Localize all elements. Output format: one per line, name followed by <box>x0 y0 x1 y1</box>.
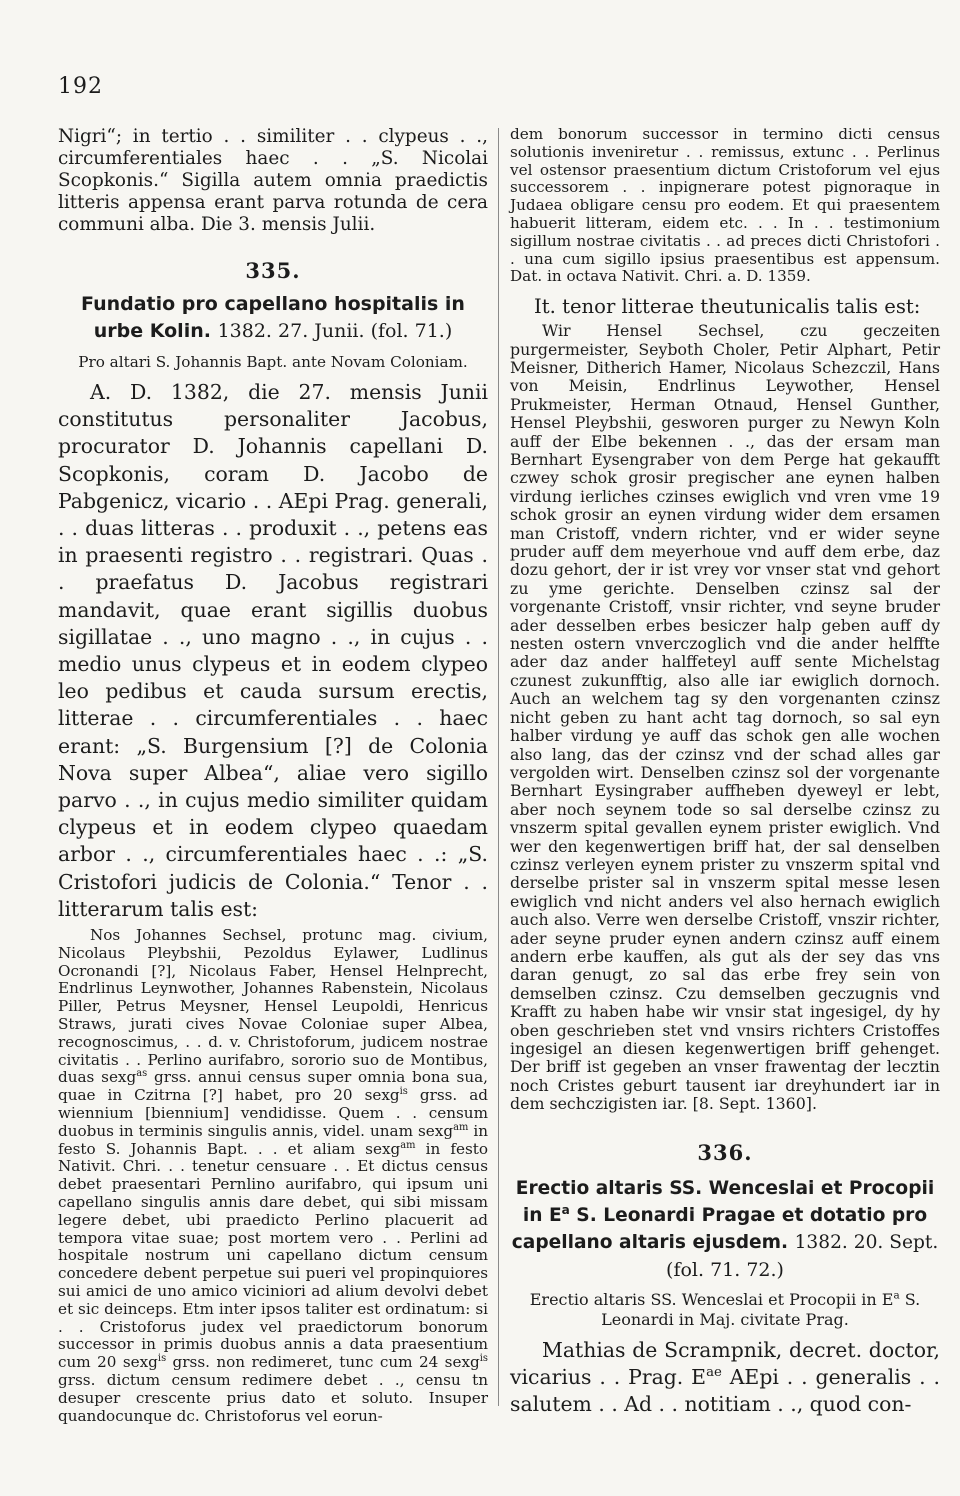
german-charter: Wir Hensel Sechsel, czu geczeiten purgermeister, Seyboth Choler, Petir Alphart, Petir Meisner, Ditherich Hamer, Nicolaus Schezczil, Hans von Meisin, Endrlinus Leywother, Hensel Prukmeister, Herman Otnaud, Hensel Gunther, Hensel Pleybshii, gesworen purger zu Newyn Koln auff der Elbe bekennen . ., das der ersam man Bernhart Eysengraber von dem Perge hat gekaufft czwey schok grosir pregischer ane eynen halben virdung ierliches czinses ewiglich vnd vren vme 19 schok grosir an eynen virdung wider dem ersamen man Cristoff, vndern richter, vnd er wider seyne pruder auff dem meyerhoue vnd auff dem erbe, daz dozu gehort, der ir ist vrey vor vnser stat vnd gehort zu yme gerichte. Denselben czinsz sal der vorgenante Cristoff, vnsir richter, vnd seyne bruder ader desselben erbes besiczer halp geben auff dy nesten ostern vnverczoglich vnd die ander helffte ader daz ander halffeteyl auff sente Michelstag czunest zukunfftig, also alle iar ewiglich dornoch. Auch an welchem tag sy den vorgenanten czinsz nicht geben zu hant acht tag dornoch, so sal eyn halber virdung ye auff das schok gen alle wochen also lang, das der czinsz vnd der schad alles gar vergolden wirt. Denselben czinsz sol der vorgenante Bernhart Eysingraber auffheben dyeweyl er lebt, aber noch seynem tode so sal derselbe czinsz zu vnszerm spital gevallen eynem prister ewiglich. Vnd wer den kegenwertigen briff hat, der sal denselben czinsz verleyen eynem prister zu vnszerm spital vnd derselbe prister sal in vnszerm spital messe lesen ewiglich vnd nicht anders vel also hernach ewiglich auch also. Verre wen derselbe Cristoff, vnszir richter, ader seyne pruder eynen andern czinsz auff einem andern erbe kauffen, als gut als der sey das vns daran genugt, zo sal das erbe frey sein von demselben czinsz. Czu demselben geczugnis vnd Krafft zu haben habe wir vnsir stat ingesigel, dy hy oben geschrieben stet vnd vnsirs richters Cristoffes ingesigel an diesen kegenwertigen briff gehenget. Der briff ist gegeben an vnser frawentag der lecztin noch Cristes geburt tausent iar dreyhundert iar in dem sechczigisten iar. [8. Sept. 1360]. <box>510 321 940 1114</box>
doc-336-body-part: AEpi . . generalis . . salutem . . Ad . . notitiam . ., quod con- <box>510 1365 940 1417</box>
superscript: am <box>453 1121 469 1133</box>
superscript: is <box>399 1086 408 1098</box>
latin-charter-part: in festo Nativit. Chri. . . tenetur censuare . . Et dictus census debet praesentari Pernlino aurifabro, qui ipsum uni capellano singulis annis dare debet, qui sibi missam legere debet, ubi praedicto Perlino placuerit ad tempora vitae suae; post mortem vero . . Perlini ad hospitale nostrum uni capellano dictum censum concedere debent perpetue sui pueri vel propinquiores sui amici de uno amico viciniori ad alium devolvi debet et sic deinceps. Etm inter ipsos taliter est ordinatum: si . . Cristoforus judex vel praedictorum bonorum successor in primis duobus annis a data praesentium cum 20 sexg <box>58 1139 489 1372</box>
doc-336-title-part: Erectio altaris SS. Wenceslai et Procopii in E <box>515 1177 935 1227</box>
latin-charter-part: grss. annui census super omnia bona sua, quae in Czitrna [?] habet, pro 20 sexg <box>58 1068 488 1105</box>
latin-charter-part: grss. ad wiennium [biennium] vendidisse. Quem . . censum duobus in terminis singulis annis, videl. unam sexg <box>58 1086 488 1140</box>
doc-336-fol: (fol. 71. 72.) <box>666 1258 784 1281</box>
superscript: ae <box>706 1365 722 1381</box>
latin-charter-continuation: dem bonorum successor in termino dicti census solutionis inveniretur . . remissus, extunc . . Perlinus vel ostensor praesentium dictum Cristoforum vel ejus successorem . . inpignerare potest pignoraque in Judaea obligare censu pro eodem. Et qui praesentem habuerit litteram, eidem etc. . . In . . testimonium sigillum nostrae civitatis . . ad preces dicti Christofori . . una cum sigillo ipsius praesentibus est appensum. Dat. in octava Nativit. Chri. a. D. 1359. <box>510 125 940 286</box>
doc-336-body-part: Mathias de Scrampnik, decret. doctor, vicarius . . Prag. E <box>510 1338 940 1390</box>
superscript: as <box>136 1068 148 1080</box>
doc-335-title <box>58 291 488 345</box>
latin-charter-part: Nos Johannes Sechsel, protunc mag. civium, Nicolaus Pleybshii, Pezoldus Eylawer, Ludlinus Ocronandi [?], Nicolaus Faber, Hensel Helnprecht, Endrlinus Leynwother, Johannes Rabenstein, Nicolaus Piller, Petrus Meysner, Hensel Leupoldi, Henricus Straws, jurati cives Novae Coloniae super Albea, recognoscimus, . . d. v. Christoforum, judicem nostrae civitatis . . Perlino aurifabro, sororio suo de Montibus, duas sexg <box>58 926 488 1087</box>
doc-335-body: A. D. 1382, die 27. mensis Junii constitutus personaliter Jacobus, procurator D. Johannis capellani D. Scopkonis, coram D. Jacobo de Pabgenicz, vicario . . AEpi Prag. generali, . . duas litteras . . produxit . ., petens eas in praesenti registro . . registrari. Quas . . praefatus D. Jacobus registrari mandavit, quae erant sigillis duobus sigillatae . ., uno magno . ., in cujus . . medio unus clypeus et in eodem clypeo leo pedibus et cauda sursum erectis, litterae . . circumferentiales . . haec erant: „S. Burgensium [?] de Colonia Nova super Albea“, aliae vero sigillo parvo . ., in cujus medio similiter quidam clypeus et in eodem clypeo quaedam arbor . ., circumferentiales haec . .: „S. Cristofori judicis de Colonia.“ Tenor . . litterarum talis est: <box>58 380 488 921</box>
doc-336-number: 336. <box>697 1139 753 1165</box>
doc-336-title-date: 1382. 20. Sept. <box>794 1232 939 1254</box>
superscript: am <box>400 1139 416 1151</box>
doc-336-subtitle-part: S. Leonardi in Maj. civitate Prag. <box>601 1289 921 1330</box>
left-column <box>58 126 488 1425</box>
superscript: is <box>479 1353 488 1365</box>
latin-charter-part: grss. non redimeret, tunc cum 24 sexg <box>166 1353 480 1372</box>
latin-charter-part: grss. dictum censum redimere debet . ., censu tn desuper crescente prius dato et soluto. Insuper quandocunque dc. Christoforus vel eorun- <box>58 1370 488 1425</box>
doc-336-subtitle-part: Erectio altaris SS. Wenceslai et Procopii in E <box>529 1289 894 1309</box>
doc-335-title-date: 1382. 27. Junii. (fol. 71.) <box>217 320 453 342</box>
doc-335-title-text: Fundatio pro capellano hospitalis in urbe Kolin. <box>81 293 465 342</box>
doc-335-latin-charter <box>58 927 488 1425</box>
latin-charter-part: in festo S. Johannis Bapt. . . et aliam sexg <box>58 1121 488 1158</box>
right-column <box>510 126 940 1419</box>
column-divider <box>498 128 499 1406</box>
doc-336-title <box>510 1175 940 1257</box>
doc-335-number: 335. <box>245 258 301 283</box>
doc-336-body <box>510 1337 940 1419</box>
superscript: a <box>561 1202 570 1217</box>
doc-336-title-part: S. Leonardi Pragae et dotatio pro capellano altaris ejusdem. <box>511 1205 928 1254</box>
intro-paragraph: Nigri“; in tertio . . similiter . . clypeus . ., circumferentiales haec . . „S. Nicolai Scopkonis.“ Sigilla autem omnia praedictis litteris appensa erant parva rotunda de cera communi alba. Die 3. mensis Julii. <box>58 126 488 235</box>
german-tenor-heading: It. tenor litterae theutunicalis talis est: <box>534 295 921 319</box>
superscript: is <box>157 1353 167 1365</box>
superscript: a <box>893 1289 900 1302</box>
page-number: 192 <box>58 74 103 99</box>
doc-335-subtitle: Pro altari S. Johannis Bapt. ante Novam Coloniam. <box>78 353 468 371</box>
doc-336-subtitle <box>510 1290 940 1331</box>
